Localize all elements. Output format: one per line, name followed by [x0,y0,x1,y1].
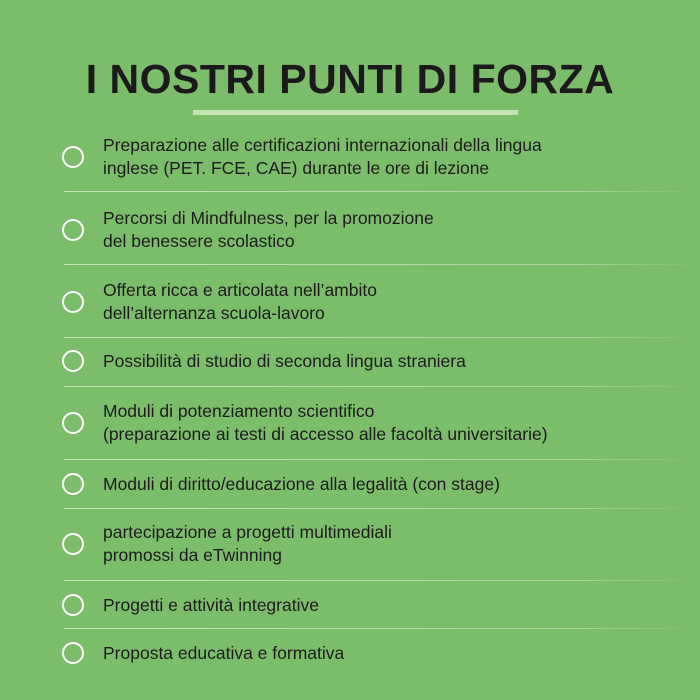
list-item [62,348,682,374]
list-item [62,133,682,181]
item-divider [64,191,700,192]
list-item [62,206,682,254]
circle-bullet-icon [62,350,84,372]
item-divider [64,580,700,581]
list-item-text: Moduli di potenziamento scientifico (preparazione ai testi di accesso alle facoltà universitarie) [103,401,548,444]
item-divider [64,386,700,387]
item-divider [64,508,700,509]
circle-bullet-icon [62,412,84,434]
circle-bullet-icon [62,291,84,313]
list-item [62,399,682,447]
list-item-text: Progetti e attività integrative [103,594,319,615]
list-item [62,471,682,497]
list-item-text: Moduli di diritto/educazione alla legalità (con stage) [103,473,500,494]
circle-bullet-icon [62,594,84,616]
item-divider [64,628,700,629]
list-item-text: partecipazione a progetti multimediali promossi da eTwinning [103,522,392,565]
list-item [62,520,682,568]
list-item-text: Possibilità di studio di seconda lingua straniera [103,350,466,371]
item-divider [64,337,700,338]
circle-bullet-icon [62,642,84,664]
item-divider [64,264,700,265]
circle-bullet-icon [62,219,84,241]
circle-bullet-icon [62,146,84,168]
list-item [62,592,682,618]
list-item-text: Proposta educativa e formativa [103,642,345,663]
list-item-text: Percorsi di Mindfulness, per la promozione del benessere scolastico [103,208,434,251]
list-item-text: Preparazione alle certificazioni internazionali della lingua inglese (PET. FCE, CAE) durante le ore di lezione [103,135,542,178]
list-item [62,278,682,326]
list-item [62,640,682,666]
item-divider [64,459,700,460]
circle-bullet-icon [62,533,84,555]
page-title: I NOSTRI PUNTI DI FORZA [85,56,615,102]
list-item-text: Offerta ricca e articolata nell’ambito dell’alternanza scuola-lavoro [103,280,377,323]
circle-bullet-icon [62,473,84,495]
